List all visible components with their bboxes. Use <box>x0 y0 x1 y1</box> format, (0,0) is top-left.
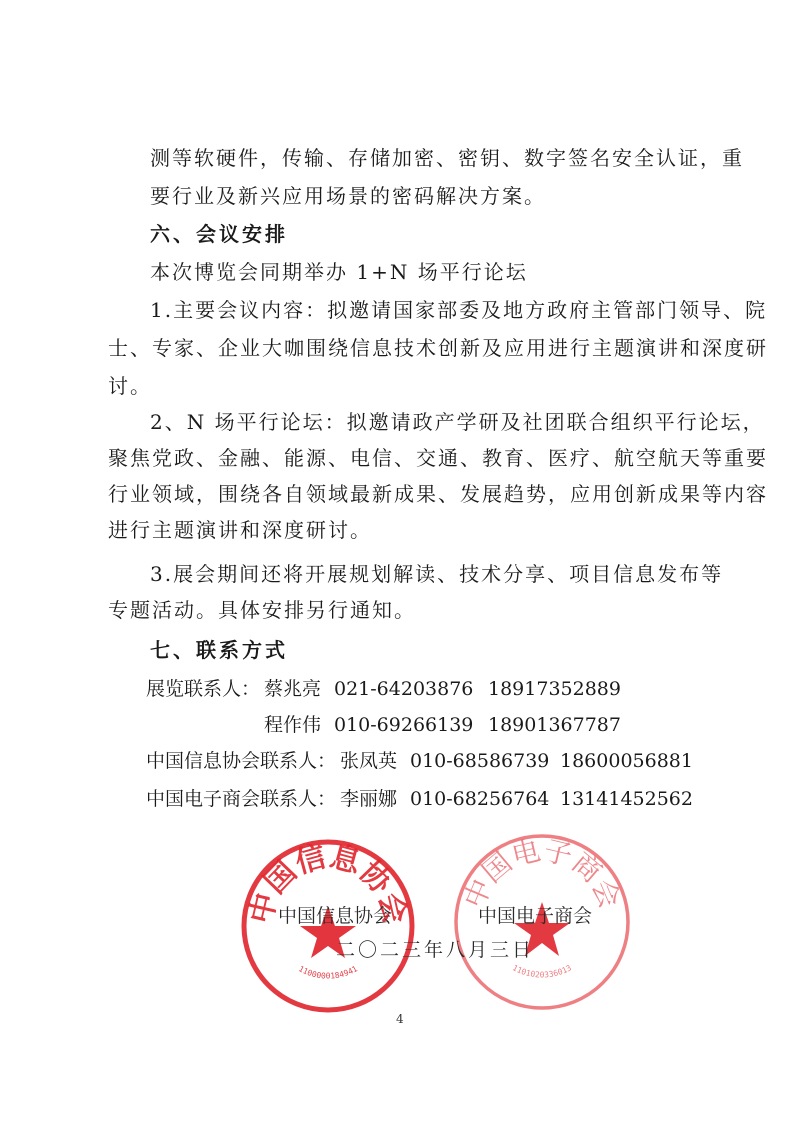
forum-intro: 本次博览会同期举办 1+N 场平行论坛 <box>150 260 528 284</box>
svg-text:1100000184941 <box>297 964 359 981</box>
seal2-code: 1101020336013 <box>510 963 574 980</box>
contact-phone: 010-69266139 <box>334 714 474 736</box>
contact-mobile: 18901367787 <box>488 714 621 736</box>
contact-phone: 021-64203876 <box>334 678 474 700</box>
item2-line: 行业领域，围绕各自领域最新成果、发展趋势，应用创新成果等内容 <box>108 482 768 506</box>
item3-line: 3.展会期间还将开展规划解读、技术分享、项目信息发布等 <box>150 562 724 586</box>
item3-line: 专题活动。具体安排另行通知。 <box>108 598 416 622</box>
contact-name: 程作伟 <box>264 714 322 736</box>
item1-line: 1.主要会议内容：拟邀请国家部委及地方政府主管部门领导、院 <box>150 298 768 322</box>
body-line: 测等软硬件，传输、存储加密、密钥、数字签名安全认证，重 <box>150 146 744 170</box>
contact-role: 中国电子商会联系人： <box>146 788 337 810</box>
contact-mobile: 13141452562 <box>560 788 693 810</box>
body-line: 要行业及新兴应用场景的密码解决方案。 <box>150 184 546 208</box>
svg-text:1101020336013 <box>511 963 573 979</box>
contact-mobile: 18917352889 <box>488 678 621 700</box>
contact-role: 中国信息协会联系人： <box>146 750 337 772</box>
item1-line: 士、专家、企业大咖围绕信息技术创新及应用进行主题演讲和深度研 <box>108 336 768 360</box>
item2-line: 2、N 场平行论坛：拟邀请政产学研及社团联合组织平行论坛， <box>150 410 765 434</box>
item2-line: 进行主题演讲和深度研讨。 <box>108 518 372 542</box>
contact-name: 李丽娜 <box>340 788 398 810</box>
contact-phone: 010-68256764 <box>410 788 550 810</box>
contact-name: 蔡兆亮 <box>264 678 322 700</box>
seal2-text: 中国电子商会 <box>457 833 627 913</box>
page-number: 4 <box>396 1012 404 1026</box>
section-heading-7: 七、联系方式 <box>150 638 288 662</box>
contact-phone: 010-68586739 <box>410 750 550 772</box>
contact-mobile: 18600056881 <box>560 750 693 772</box>
contact-name: 张凤英 <box>340 750 398 772</box>
signature-org-1: 中国信息协会 <box>278 905 393 927</box>
item1-line: 讨。 <box>108 374 152 398</box>
item2-line: 聚焦党政、金融、能源、电信、交通、教育、医疗、航空航天等重要 <box>108 446 768 470</box>
section-heading-6: 六、会议安排 <box>150 222 288 246</box>
seal1-code: 1100000184941 <box>297 964 359 981</box>
contact-role: 展览联系人： <box>146 678 261 700</box>
signature-date: 二〇二三年八月三日 <box>336 939 535 961</box>
signature-org-2: 中国电子商会 <box>478 905 593 927</box>
seal1-text: 中国信息协会 <box>243 839 413 927</box>
